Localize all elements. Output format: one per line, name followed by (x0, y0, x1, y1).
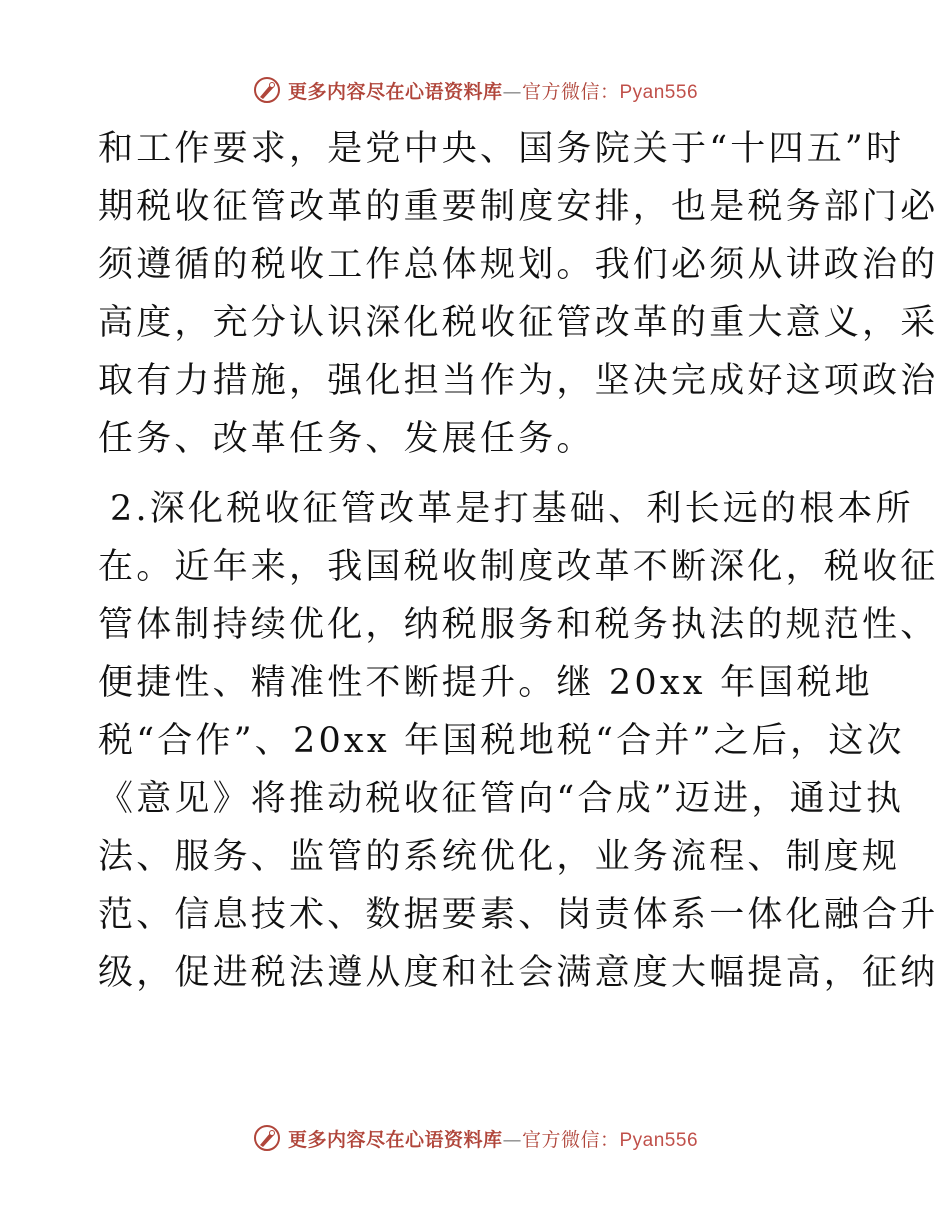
footer-banner (0, 1118, 950, 1158)
text-line: 管体制持续优化，纳税服务和税务执法的规范性、 (98, 605, 939, 645)
header-banner-text (288, 77, 698, 104)
text-line: 期税收征管改革的重要制度安排，也是税务部门必 (98, 187, 939, 227)
text-line: 税“合作”、20xx 年国税地税“合并”之后，这次 (98, 721, 905, 761)
text-line: 和工作要求，是党中央、国务院关于“十四五”时 (98, 129, 905, 169)
pen-nib-logo-icon (252, 1123, 282, 1153)
text-line: 法、服务、监管的系统优化，业务流程、制度规 (98, 837, 901, 877)
text-line: 级，促进税法遵从度和社会满意度大幅提高，征纳 (98, 953, 939, 993)
text-line: 2.深化税收征管改革是打基础、利长远的根本所 (110, 489, 914, 529)
document-body (98, 120, 939, 1002)
paragraph-1 (98, 120, 939, 468)
text-line: 高度，充分认识深化税收征管改革的重大意义，采 (98, 303, 939, 343)
header-banner-separator: — (502, 80, 522, 103)
footer-banner-text (288, 1125, 698, 1152)
text-line: 在。近年来，我国税收制度改革不断深化，税收征 (98, 547, 939, 587)
header-banner-title: 更多内容尽在心语资料库 (287, 80, 503, 103)
paragraph-gap (98, 468, 858, 480)
footer-banner-title: 更多内容尽在心语资料库 (287, 1128, 503, 1151)
text-line: 须遵循的税收工作总体规划。我们必须从讲政治的 (98, 245, 939, 285)
text-line: 任务、改革任务、发展任务。 (98, 419, 595, 459)
pen-nib-logo-icon (252, 75, 282, 105)
text-line: 《意见》将推动税收征管向“合成”迈进，通过执 (98, 779, 905, 819)
footer-banner-wechat-id: Pyan556 (619, 1129, 699, 1151)
header-banner-wechat-label: 官方微信： (521, 80, 620, 103)
footer-banner-wechat-label: 官方微信： (521, 1128, 620, 1151)
text-line: 范、信息技术、数据要素、岗责体系一体化融合升 (98, 895, 939, 935)
text-line: 便捷性、精准性不断提升。继 20xx 年国税地 (98, 663, 873, 703)
header-banner-wechat-id: Pyan556 (619, 81, 699, 103)
paragraph-2 (98, 480, 939, 1002)
footer-banner-separator: — (502, 1128, 522, 1151)
text-line: 取有力措施，强化担当作为，坚决完成好这项政治 (98, 361, 939, 401)
header-banner (0, 70, 950, 110)
